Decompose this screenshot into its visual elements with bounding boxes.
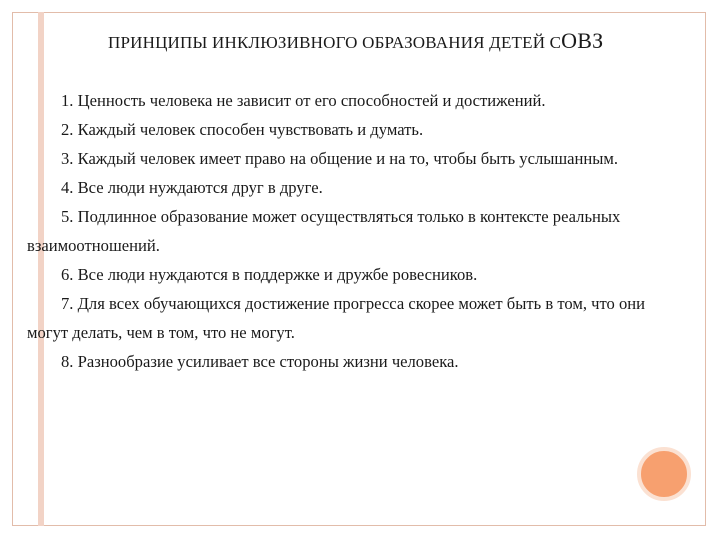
principle-item: 7. Для всех обучающихся достижение прогресса скорее может быть в том, что они могут делать, чем в том, что не могут. — [27, 294, 646, 342]
principle-item: 5. Подлинное образование может осуществляться только в контексте реальных взаимоотношений. — [27, 207, 621, 255]
principle-item: 8. Разнообразие усиливает все стороны жизни человека. — [61, 352, 459, 371]
principle-item: 6. Все люди нуждаются в поддержке и дружбе ровесников. — [61, 265, 478, 284]
principle-item: 1. Ценность человека не зависит от его способностей и достижений. — [61, 91, 546, 110]
decorative-circle — [637, 447, 691, 501]
slide-title-abbr: ОВЗ — [561, 28, 604, 53]
slide-title — [108, 28, 688, 54]
principle-item: 2. Каждый человек способен чувствовать и думать. — [61, 120, 424, 139]
principle-item: 3. Каждый человек имеет право на общение и на то, чтобы быть услышанным. — [61, 149, 619, 168]
slide-title-main: ПРИНЦИПЫ ИНКЛЮЗИВНОГО ОБРАЗОВАНИЯ ДЕТЕЙ С — [108, 33, 562, 52]
principles-list — [27, 86, 675, 376]
principle-item: 4. Все люди нуждаются друг в друге. — [61, 178, 323, 197]
